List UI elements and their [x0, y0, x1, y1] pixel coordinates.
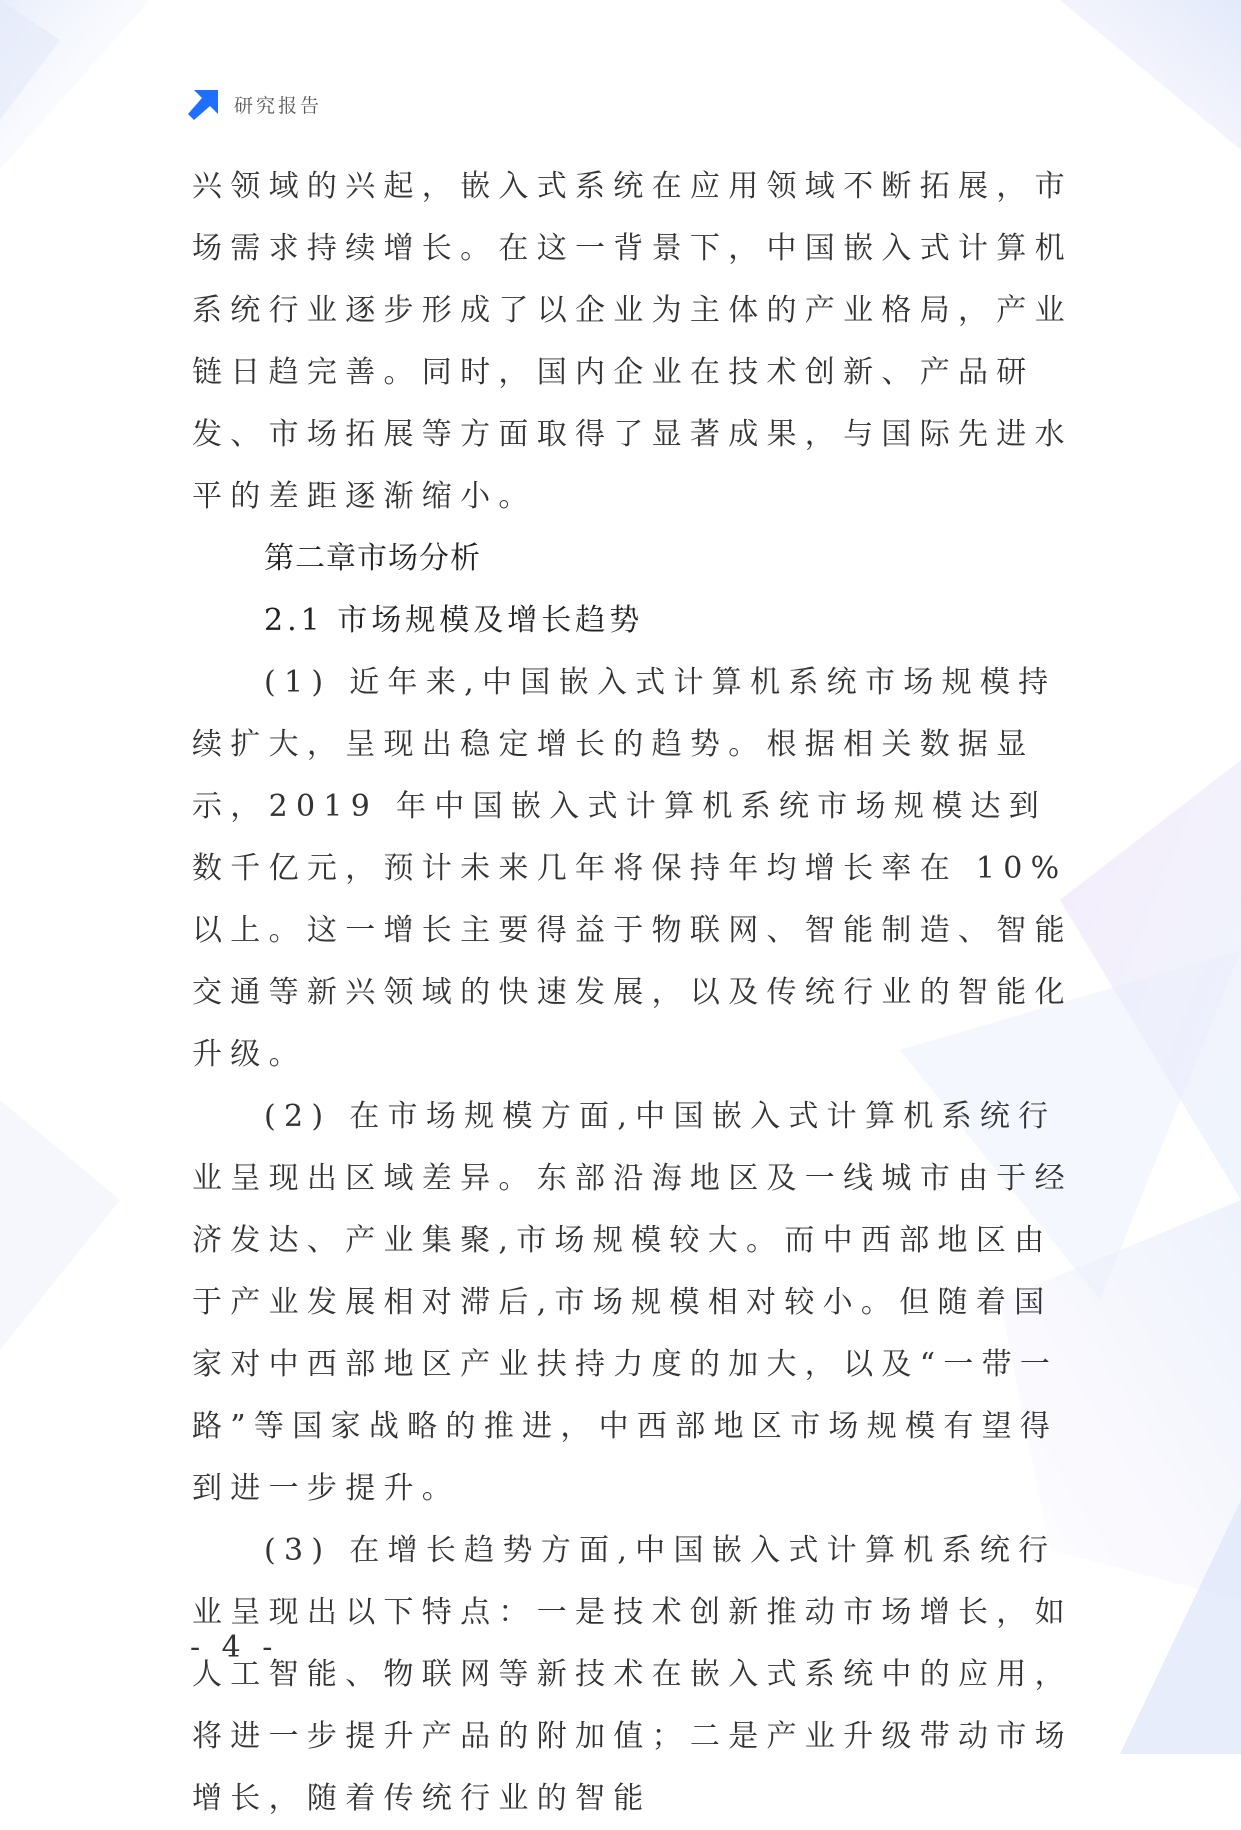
paragraph-1: (1) 近年来,中国嵌入式计算机系统市场规模持续扩大，呈现出稳定增长的趋势。根据相关数据显示，2019 年中国嵌入式计算机系统市场规模达到数千亿元，预计未来几年将保持年均增长率在 10%以上。这一增长主要得益于物联网、智能制造、智能交通等新兴领域的快速发展，以及传统行业的智能化升级。: [192, 665, 1073, 1072]
paragraph-2: (2) 在市场规模方面,中国嵌入式计算机系统行业呈现出区域差异。东部沿海地区及一线城市由于经济发达、产业集聚,市场规模较大。而中西部地区由于产业发展相对滞后,市场规模相对较小。但随着国家对中西部地区产业扶持力度的加大，以及“一带一路”等国家战略的推进，中西部地区市场规模有望得到进一步提升。: [192, 1099, 1073, 1506]
arrow-up-right-icon: [188, 88, 220, 120]
intro-paragraph: 兴领域的兴起，嵌入式系统在应用领域不断拓展，市场需求持续增长。在这一背景下，中国嵌入式计算机系统行业逐步形成了以企业为主体的产业格局，产业链日趋完善。同时，国内企业在技术创新、产品研发、市场拓展等方面取得了显著成果，与国际先进水平的差距逐渐缩小。: [192, 169, 1073, 514]
paragraph-3: (3) 在增长趋势方面,中国嵌入式计算机系统行业呈现出以下特点：一是技术创新推动市场增长，如人工智能、物联网等新技术在嵌入式系统中的应用，将进一步提升产品的附加值；二是产业升级带动市场增长，随着传统行业的智能: [192, 1533, 1073, 1816]
document-body: [192, 156, 1082, 1830]
header-title: 研究报告: [234, 94, 323, 117]
chapter-heading: 第二章市场分析: [264, 541, 481, 576]
report-header: [188, 88, 322, 120]
section-heading: 2.1 市场规模及增长趋势: [264, 603, 644, 638]
page-number: - 4 -: [190, 1630, 279, 1665]
